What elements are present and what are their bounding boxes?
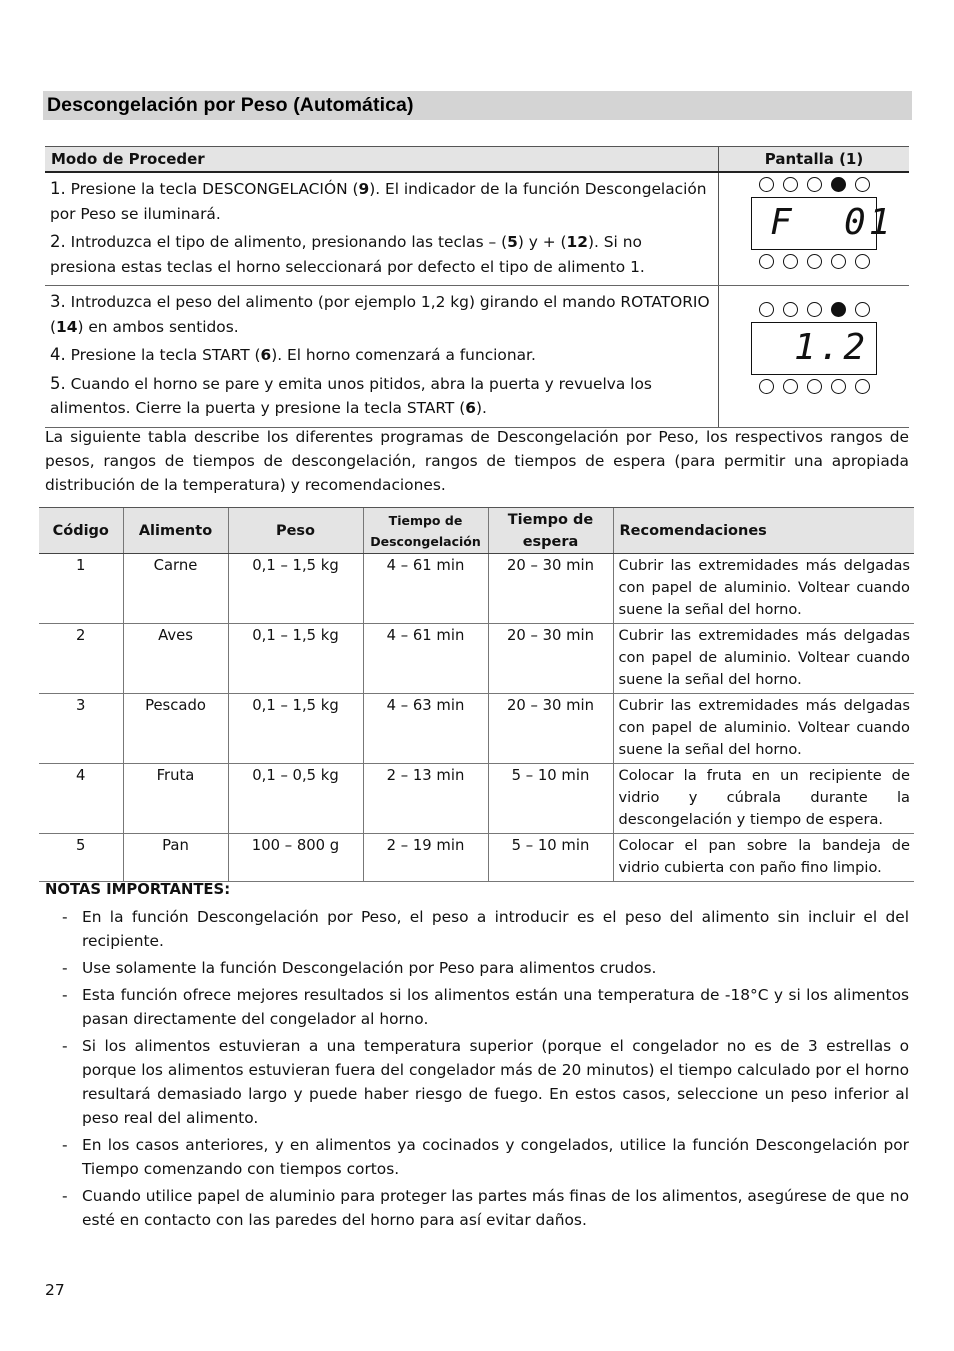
- cell-food: Aves: [123, 624, 228, 694]
- programs-table: [39, 507, 914, 882]
- procedure-step: 2. Introduzca el tipo de alimento, presionando las teclas – (5) y + (12). Si no presiona estas teclas el horno seleccionará por defecto el tipo de alimento 1.: [50, 232, 645, 276]
- indicator-light: [759, 302, 774, 317]
- indicator-light: [855, 379, 870, 394]
- indicator-light: [759, 379, 774, 394]
- indicator-lights-bottom: [719, 254, 909, 269]
- procedure-row: [45, 172, 909, 286]
- cell-recommendation: Colocar la fruta en un recipiente de vidrio y cúbrala durante la descongelación y tiempo de espera.: [613, 764, 914, 834]
- cell-code: 1: [39, 554, 123, 624]
- indicator-lights-top: [719, 302, 909, 317]
- cell-defrost: 4 – 61 min: [363, 624, 488, 694]
- procedure-steps-cell: [45, 172, 719, 286]
- cell-wait: 20 – 30 min: [488, 554, 613, 624]
- lcd-text: F 01: [770, 202, 894, 243]
- note-item: - Cuando utilice papel de aluminio para proteger las partes más finas de los alimentos, asegúrese de que no esté en contacto con las paredes del horno para así evitar daños.: [45, 1184, 909, 1232]
- cell-defrost: 4 – 61 min: [363, 554, 488, 624]
- procedure-table: [45, 146, 909, 428]
- cell-wait: 5 – 10 min: [488, 764, 613, 834]
- note-item: - Esta función ofrece mejores resultados si los alimentos están una temperatura de -18°C y si los alimentos pasan directamente del congelador al horno.: [45, 983, 909, 1031]
- notes-title: NOTAS IMPORTANTES:: [45, 881, 231, 898]
- notes-list: [45, 905, 909, 1235]
- cell-weight: 0,1 – 0,5 kg: [228, 764, 363, 834]
- page-number: 27: [45, 1281, 65, 1299]
- note-item: - En los casos anteriores, y en alimentos ya cocinados y congelados, utilice la función Descongelación por Tiempo comenzando con tiempos cortos.: [45, 1133, 909, 1181]
- table-row: [39, 834, 914, 882]
- display-cell: [719, 286, 910, 428]
- cell-weight: 0,1 – 1,5 kg: [228, 624, 363, 694]
- indicator-light: [783, 379, 798, 394]
- indicator-light-on: [831, 302, 846, 317]
- lcd-display: [751, 322, 877, 375]
- indicator-light: [831, 254, 846, 269]
- procedure-header-display: Pantalla (1): [719, 147, 910, 173]
- header-defrost-time: Tiempo de Descongelación: [363, 508, 488, 554]
- intro-paragraph: La siguiente tabla describe los diferentes programas de Descongelación por Peso, los respectivos rangos de pesos, rangos de tiempos de descongelación, rangos de tiempos de espera (para permitir una apropiada distribución de la temperatura) y recomendaciones.: [45, 428, 909, 494]
- procedure-step: 4. Presione la tecla START (6). El horno comenzará a funcionar.: [50, 345, 536, 364]
- indicator-light: [855, 254, 870, 269]
- display-cell: [719, 172, 910, 286]
- note-item: - Use solamente la función Descongelación por Peso para alimentos crudos.: [45, 956, 909, 980]
- cell-food: Carne: [123, 554, 228, 624]
- table-row: [39, 694, 914, 764]
- cell-code: 2: [39, 624, 123, 694]
- procedure-step: 3. Introduzca el peso del alimento (por ejemplo 1,2 kg) girando el mando ROTATORIO (14) en ambos sentidos.: [50, 292, 710, 336]
- cell-weight: 0,1 – 1,5 kg: [228, 554, 363, 624]
- indicator-light: [783, 302, 798, 317]
- cell-code: 3: [39, 694, 123, 764]
- note-item: - En la función Descongelación por Peso, el peso a introducir es el peso del alimento sin incluir el del recipiente.: [45, 905, 909, 953]
- indicator-light: [807, 302, 822, 317]
- cell-recommendation: Cubrir las extremidades más delgadas con papel de aluminio. Voltear cuando suene la señal del horno.: [613, 624, 914, 694]
- cell-weight: 0,1 – 1,5 kg: [228, 694, 363, 764]
- indicator-light: [759, 177, 774, 192]
- cell-food: Pan: [123, 834, 228, 882]
- indicator-light: [807, 379, 822, 394]
- procedure-step: 5. Cuando el horno se pare y emita unos pitidos, abra la puerta y revuelva los alimentos. Cierre la puerta y presione la tecla START (6).: [50, 373, 652, 417]
- cell-recommendation: Cubrir las extremidades más delgadas con papel de aluminio. Voltear cuando suene la señal del horno.: [613, 554, 914, 624]
- note-item: - Si los alimentos estuvieran a una temperatura superior (porque el congelador no es de 3 estrellas o porque los alimentos estuvieran fuera del congelador más de 20 minutos) el tiempo calculado por el horno resultará demasiado largo y puede haber riesgo de fuego. En estos casos, seleccione un peso inferior al peso real del alimento.: [45, 1034, 909, 1130]
- procedure-row: [45, 286, 909, 428]
- header-recommendations: Recomendaciones: [613, 508, 914, 554]
- indicator-light: [831, 379, 846, 394]
- indicator-light: [759, 254, 774, 269]
- cell-recommendation: Colocar el pan sobre la bandeja de vidrio cubierta con paño fino limpio.: [613, 834, 914, 882]
- section-header: [43, 91, 912, 120]
- cell-food: Fruta: [123, 764, 228, 834]
- header-food: Alimento: [123, 508, 228, 554]
- cell-defrost: 2 – 13 min: [363, 764, 488, 834]
- cell-weight: 100 – 800 g: [228, 834, 363, 882]
- cell-food: Pescado: [123, 694, 228, 764]
- cell-defrost: 4 – 63 min: [363, 694, 488, 764]
- indicator-light-on: [831, 177, 846, 192]
- indicator-lights-top: [719, 177, 909, 192]
- section-title: Descongelación por Peso (Automática): [47, 94, 414, 116]
- procedure-step: 1. Presione la tecla DESCONGELACIÓN (9). El indicador de la función Descongelación por Peso se iluminará.: [50, 179, 707, 223]
- cell-defrost: 2 – 19 min: [363, 834, 488, 882]
- indicator-lights-bottom: [719, 379, 909, 394]
- lcd-display: [751, 197, 894, 250]
- cell-wait: 5 – 10 min: [488, 834, 613, 882]
- indicator-light: [783, 254, 798, 269]
- cell-wait: 20 – 30 min: [488, 624, 613, 694]
- cell-wait: 20 – 30 min: [488, 694, 613, 764]
- indicator-light: [807, 254, 822, 269]
- table-row: [39, 554, 914, 624]
- lcd-text: 1.2: [794, 327, 869, 368]
- table-row: [39, 764, 914, 834]
- cell-recommendation: Cubrir las extremidades más delgadas con papel de aluminio. Voltear cuando suene la señal del horno.: [613, 694, 914, 764]
- cell-code: 4: [39, 764, 123, 834]
- procedure-header-mode: Modo de Proceder: [45, 147, 719, 173]
- indicator-light: [855, 302, 870, 317]
- procedure-steps-cell: [45, 286, 719, 428]
- indicator-light: [783, 177, 798, 192]
- indicator-light: [855, 177, 870, 192]
- table-row: [39, 624, 914, 694]
- header-wait-time: Tiempo de espera: [488, 508, 613, 554]
- header-code: Código: [39, 508, 123, 554]
- indicator-light: [807, 177, 822, 192]
- cell-code: 5: [39, 834, 123, 882]
- header-weight: Peso: [228, 508, 363, 554]
